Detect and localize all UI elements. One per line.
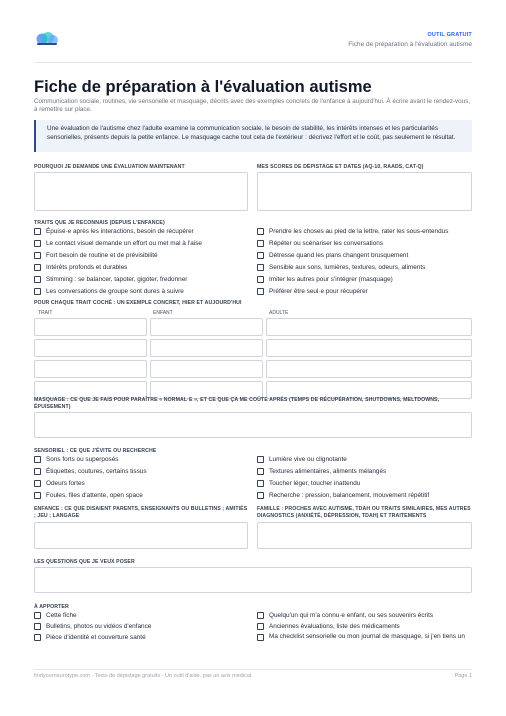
trait-checkbox[interactable] [257, 288, 368, 295]
sensory-item-label: Sons forts ou superposés [46, 456, 119, 463]
example-cell[interactable] [150, 339, 263, 357]
example-cell[interactable] [266, 339, 472, 357]
example-cell[interactable] [150, 360, 263, 378]
trait-checkbox[interactable] [257, 252, 408, 259]
footer-divider [34, 669, 472, 670]
example-cell[interactable] [34, 360, 147, 378]
column-header-adulte: ADULTE [269, 310, 289, 316]
checkbox-square[interactable] [257, 480, 264, 487]
column-header-enfant: ENFANT [153, 310, 173, 316]
checkbox-square[interactable] [257, 240, 264, 247]
trait-checkbox[interactable] [257, 264, 425, 271]
header-meta [348, 32, 472, 48]
checkbox-square[interactable] [34, 480, 41, 487]
checkbox-square[interactable] [34, 623, 41, 630]
trait-label: Le contact visuel demande un effort ou met mal à l'aise [46, 240, 202, 247]
bring-checkbox[interactable] [34, 634, 146, 641]
bring-checkbox[interactable] [34, 612, 77, 619]
trait-checkbox[interactable] [34, 264, 127, 271]
family-label: FAMILLE : PROCHES AVEC AUTISME, TDAH OU TRAITS SIMILAIRES, MES AUTRES DIAGNOSTICS (ANXIÉTÉ, DÉPRESSION, TDAH) ET TRAITEMENTS [257, 506, 471, 519]
checkbox-square[interactable] [257, 252, 264, 259]
childhood-label: ENFANCE : CE QUE DISAIENT PARENTS, ENSEIGNANTS OU BULLETINS ; AMITIÉS ; JEU ; LANGAGE [34, 506, 248, 519]
sensory-item-label: Textures alimentaires, aliments mélangés [269, 468, 387, 475]
trait-label: Sensible aux sons, lumières, textures, odeurs, aliments [269, 264, 426, 271]
header-tag: OUTIL GRATUIT [427, 32, 472, 38]
example-cell[interactable] [266, 360, 472, 378]
family-field[interactable] [257, 522, 472, 549]
header-subtitle: Fiche de préparation à l'évaluation autisme [348, 41, 472, 48]
sensory-item-label: Foules, files d'attente, open space [46, 492, 143, 499]
traits-label: TRAITS QUE JE RECONNAIS (DEPUIS L'ENFANCE) [34, 220, 165, 226]
questions-field[interactable] [34, 567, 472, 593]
sensory-checkbox[interactable] [34, 456, 118, 463]
intro-text: Communication sociale, routines, vie sensorielle et masquage, décrits avec des exemples concrets de l'enfance à aujourd'hui. À écrire avant le rendez-vous, à remettre sur place. [34, 98, 471, 114]
bring-checkbox[interactable] [34, 623, 151, 630]
trait-label: Répéter ou scénariser les conversations [269, 240, 384, 247]
checkbox-square[interactable] [257, 276, 264, 283]
column-header-trait: TRAIT [38, 310, 53, 316]
trait-checkbox[interactable] [34, 252, 158, 259]
bring-checkbox[interactable] [257, 612, 433, 619]
example-cell[interactable] [34, 339, 147, 357]
bring-item-label: Anciennes évaluations, liste des médicaments [269, 623, 400, 630]
trait-label: Intérêts profonds et durables [46, 264, 128, 271]
sensory-item-label: Étiquettes, coutures, certains tissus [46, 468, 147, 475]
bring-checkbox[interactable] [257, 623, 400, 630]
trait-checkbox[interactable] [34, 228, 194, 235]
notice-callout: Une évaluation de l'autisme chez l'adulte examine la communication sociale, le besoin de stabilité, les intérêts intenses et les particularités sensorielles, présents depuis la petite enfance. Le masquage cache tout cela de l'extérieur : décrivez l'effort et le coût, pas seulement le résultat. [34, 120, 472, 152]
checkbox-square[interactable] [34, 456, 41, 463]
bring-item-label: Ma checklist sensorielle ou mon journal de masquage, si j'en tiens un [269, 633, 465, 640]
checkbox-square[interactable] [34, 276, 41, 283]
site-logo [34, 32, 60, 46]
trait-label: Imiter les autres pour s'intégrer (masquage) [269, 276, 393, 283]
checkbox-square[interactable] [257, 492, 264, 499]
trait-label: Les conversations de groupe sont dures à suivre [46, 288, 184, 295]
page-title: Fiche de préparation à l'évaluation autisme [34, 78, 372, 96]
trait-checkbox[interactable] [34, 240, 202, 247]
trait-label: Préférer être seul·e pour récupérer [269, 288, 368, 295]
example-cell[interactable] [34, 318, 147, 336]
checkbox-square[interactable] [257, 288, 264, 295]
checkbox-square[interactable] [34, 264, 41, 271]
checkbox-square[interactable] [34, 468, 41, 475]
checkbox-square[interactable] [34, 634, 41, 641]
examples-label: POUR CHAQUE TRAIT COCHÉ : UN EXEMPLE CONCRET, HIER ET AUJOURD'HUI [34, 300, 242, 306]
trait-label: Épuisé·e après les interactions, besoin de récupérer [46, 228, 194, 235]
sensory-checkbox[interactable] [257, 456, 347, 463]
trait-checkbox[interactable] [257, 228, 448, 235]
trait-label: Fort besoin de routine et de prévisibilité [46, 252, 158, 259]
masking-label: MASQUAGE : CE QUE JE FAIS POUR PARAÎTRE « NORMAL·E », ET CE QUE ÇA ME COÛTE APRÈS (TEMPS DE RÉCUPÉRATION, SHUTDOWNS, MELTDOWNS, ÉPUISEMENT) [34, 397, 440, 410]
sensory-checkbox[interactable] [34, 480, 85, 487]
trait-checkbox[interactable] [257, 276, 393, 283]
checkbox-square[interactable] [257, 468, 264, 475]
footer-text: findyourneurotype.com · Tests de dépistage gratuits · Un outil d'aide, pas un avis médical. [34, 673, 253, 679]
sensory-checkbox[interactable] [257, 492, 429, 499]
page-number: Page 1 [454, 673, 472, 679]
example-cell[interactable] [150, 318, 263, 336]
bring-item-label: Quelqu'un qui m'a connu·e enfant, ou ses souvenirs écrits [269, 612, 434, 619]
sensory-item-label: Toucher léger, toucher inattendu [269, 480, 361, 487]
trait-label: Détresse quand les plans changent brusquement [269, 252, 409, 259]
childhood-field[interactable] [34, 522, 248, 549]
example-cell[interactable] [266, 318, 472, 336]
why-field[interactable] [34, 172, 248, 211]
trait-checkbox[interactable] [34, 288, 184, 295]
checkbox-square[interactable] [257, 456, 264, 463]
questions-label: LES QUESTIONS QUE JE VEUX POSER [34, 559, 135, 565]
checkbox-square[interactable] [257, 264, 264, 271]
trait-label: Stimming : se balancer, tapoter, gigoter, fredonner [46, 276, 188, 283]
checkbox-square[interactable] [34, 492, 41, 499]
sensory-item-label: Recherche : pression, balancement, mouvement répétitif [269, 492, 430, 499]
sensory-checkbox[interactable] [34, 492, 143, 499]
bring-checkbox[interactable] [257, 633, 472, 641]
masking-field[interactable] [34, 412, 472, 438]
why-label: POURQUOI JE DEMANDE UNE ÉVALUATION MAINTENANT [34, 164, 185, 170]
checkbox-square[interactable] [257, 612, 264, 619]
bring-item-label: Bulletins, photos ou vidéos d'enfance [46, 623, 152, 630]
header-divider [34, 62, 472, 63]
checkbox-square[interactable] [257, 623, 264, 630]
sensory-label: SENSORIEL : CE QUE J'ÉVITE OU RECHERCHE [34, 448, 157, 454]
checkbox-square[interactable] [34, 228, 41, 235]
bring-item-label: Pièce d'identité et couverture santé [46, 634, 146, 641]
trait-checkbox[interactable] [257, 240, 383, 247]
sensory-checkbox[interactable] [34, 468, 147, 475]
sensory-checkbox[interactable] [257, 480, 360, 487]
sensory-item-label: Odeurs fortes [46, 480, 85, 487]
sensory-checkbox[interactable] [257, 468, 386, 475]
bring-item-label: Cette fiche [46, 612, 77, 619]
checkbox-square[interactable] [34, 288, 41, 295]
trait-checkbox[interactable] [34, 276, 187, 283]
checkbox-square[interactable] [257, 228, 264, 235]
checkbox-square[interactable] [257, 634, 264, 641]
scores-field[interactable] [257, 172, 472, 211]
checkbox-square[interactable] [34, 612, 41, 619]
checkbox-square[interactable] [34, 252, 41, 259]
bring-label: À APPORTER [34, 604, 69, 610]
checkbox-square[interactable] [34, 240, 41, 247]
sensory-item-label: Lumière vive ou clignotante [269, 456, 347, 463]
scores-label: MES SCORES DE DÉPISTAGE ET DATES (AQ-10, RAADS, CAT-Q) [257, 164, 424, 170]
trait-label: Prendre les choses au pied de la lettre, rater les sous-entendus [269, 228, 449, 235]
